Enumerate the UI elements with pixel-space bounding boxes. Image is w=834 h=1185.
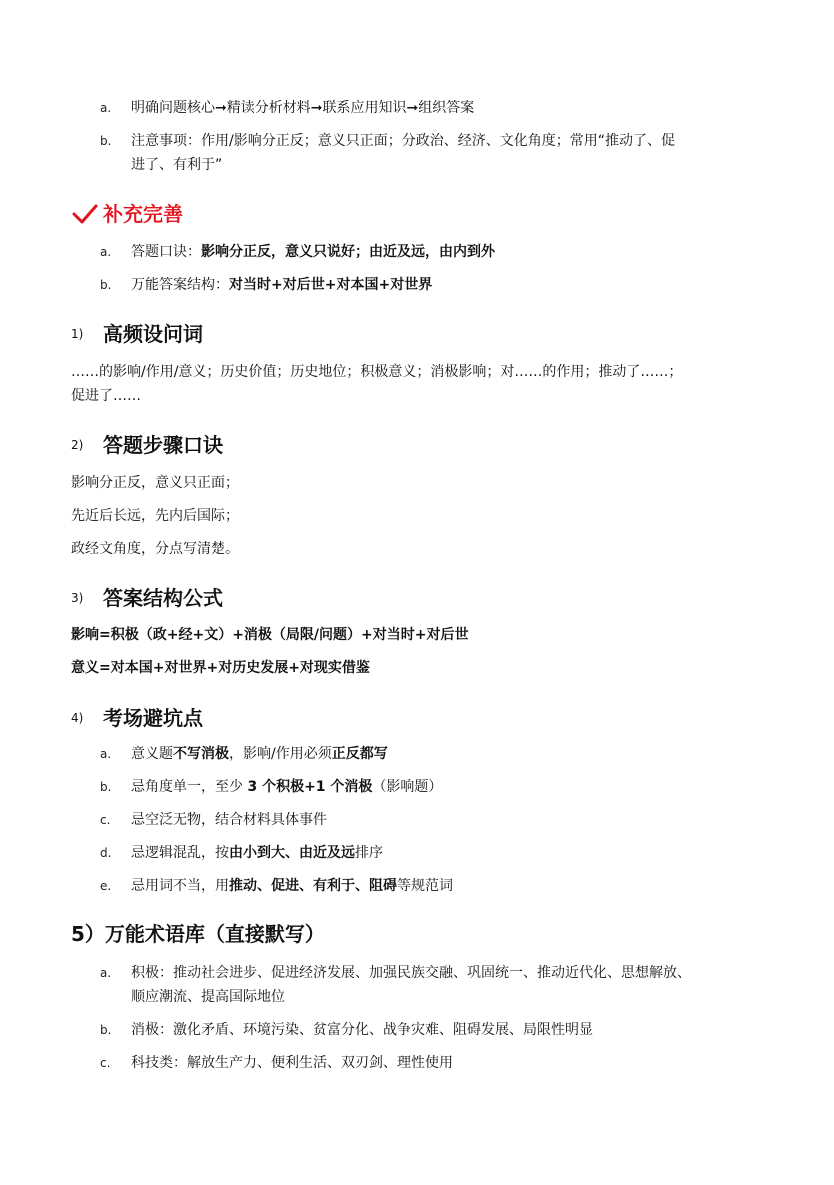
text-part: 等规范词 (397, 878, 453, 894)
text-part: 意义题 (131, 746, 173, 762)
section-title: 5）万能术语库（直接默写） (71, 922, 325, 946)
section-number: 1) (71, 327, 84, 341)
list-marker: a. (100, 966, 112, 980)
formula-line: 意义=对本国+对世界+对历史发展+对现实借鉴 (71, 660, 370, 676)
list-marker: e. (100, 879, 112, 893)
list-text: 明确问题核心➞精读分析材料➞联系应用知识➞组织答案 (131, 100, 475, 116)
list-text: 科技类：解放生产力、便利生活、双刃剑、理性使用 (131, 1055, 453, 1071)
section-number: 2) (71, 438, 84, 452)
list-marker: b. (100, 278, 112, 292)
list-marker: c. (100, 1056, 111, 1070)
text-part-bold: 正反都写 (331, 746, 388, 762)
paragraph-line: 影响分正反，意义只正面； (71, 475, 239, 491)
section-title: 答案结构公式 (103, 586, 223, 610)
section-title: 高频设问词 (103, 322, 203, 346)
text-part-bold: 推动、促进、有利于、阻碍 (229, 878, 397, 894)
section-title: 考场避坑点 (103, 706, 203, 730)
list-text (131, 810, 327, 830)
text-part-bold: 不写消极 (173, 746, 229, 762)
section-number: 4) (71, 711, 84, 725)
item-label: 答题口诀： (131, 244, 201, 260)
list-marker: b. (100, 134, 112, 148)
paragraph-line: ……的影响/作用/意义；历史价值；历史地位；积极意义；消极影响；对……的作用；推动了……； (71, 364, 683, 380)
text-part: 忌角度单一，至少 (131, 779, 248, 795)
text-part-bold: 由小到大、由近及远 (229, 845, 355, 861)
supplement-title: 补充完善 (103, 202, 183, 226)
list-text (131, 744, 388, 764)
list-marker: d. (100, 846, 112, 860)
text-part: ，影响/作用必须 (229, 746, 332, 762)
text-part: （影响题） (372, 779, 443, 795)
text-part-bold: 3 个积极+1 个消极 (247, 779, 373, 795)
paragraph-line: 促进了…… (71, 388, 141, 404)
item-bold: 对当时+对后世+对本国+对世界 (229, 277, 433, 293)
paragraph-line: 先近后长远，先内后国际； (71, 508, 239, 524)
list-marker: b. (100, 780, 112, 794)
list-marker: a. (100, 101, 112, 115)
section-number: 3) (71, 591, 84, 605)
list-text (131, 876, 453, 896)
list-text: 消极：激化矛盾、环境污染、贫富分化、战争灾难、阻碍发展、局限性明显 (131, 1022, 593, 1038)
list-marker: a. (100, 747, 112, 761)
paragraph-line: 政经文角度，分点写清楚。 (71, 541, 239, 557)
list-text: 注意事项：作用/影响分正反；意义只正面；分政治、经济、文化角度；常用“推动了、促 (131, 133, 675, 149)
item-bold: 影响分正反，意义只说好；由近及远，由内到外 (201, 244, 495, 260)
section-title: 答题步骤口诀 (103, 433, 223, 457)
list-text (131, 843, 383, 863)
formula-line: 影响=积极（政+经+文）+消极（局限/问题）+对当时+对后世 (71, 627, 469, 643)
list-marker: c. (100, 813, 111, 827)
list-marker: b. (100, 1023, 112, 1037)
list-text (131, 777, 442, 797)
text-part: 忌空泛无物，结合材料具体事件 (131, 812, 327, 828)
list-text-cont: 顺应潮流、提高国际地位 (131, 989, 285, 1005)
checkmark-icon (72, 202, 98, 226)
item-label: 万能答案结构： (131, 277, 229, 293)
list-marker: a. (100, 245, 112, 259)
text-part: 排序 (355, 845, 383, 861)
list-text (131, 242, 495, 262)
list-text-cont: 进了、有利于” (131, 157, 223, 173)
text-part: 忌逻辑混乱，按 (131, 845, 229, 861)
list-text (131, 275, 432, 295)
list-text: 积极：推动社会进步、促进经济发展、加强民族交融、巩固统一、推动近代化、思想解放、 (131, 965, 691, 981)
text-part: 忌用词不当，用 (131, 878, 229, 894)
